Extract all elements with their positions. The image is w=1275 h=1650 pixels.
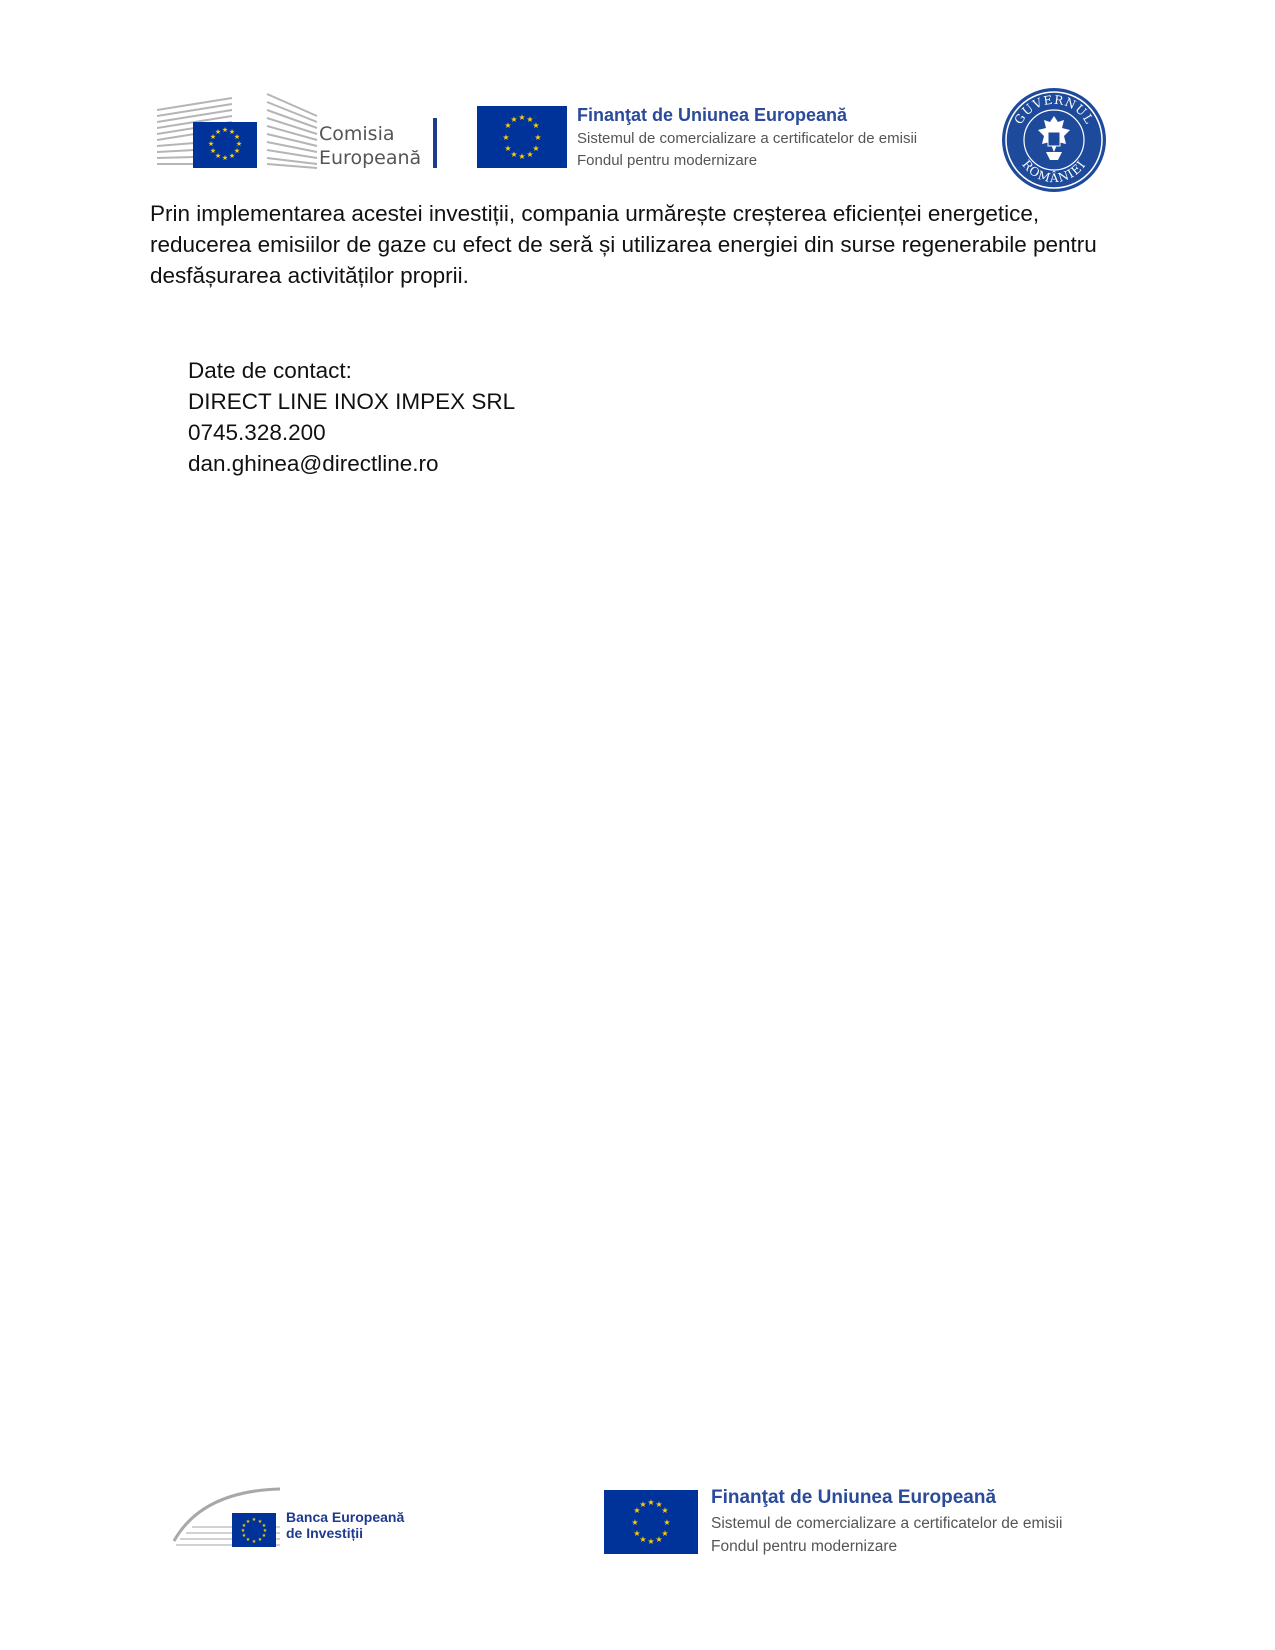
romania-coat-of-arms-icon bbox=[1000, 86, 1108, 194]
eib-logo-line2: de Investiții bbox=[286, 1525, 364, 1541]
ec-logo-line1: Comisia bbox=[319, 123, 395, 145]
svg-text:★: ★ bbox=[251, 1539, 257, 1545]
svg-text:★: ★ bbox=[510, 115, 518, 124]
svg-text:★: ★ bbox=[257, 1519, 263, 1525]
svg-text:★: ★ bbox=[207, 140, 215, 148]
svg-text:★: ★ bbox=[233, 133, 241, 141]
svg-text:★: ★ bbox=[518, 152, 526, 161]
svg-text:★: ★ bbox=[240, 1528, 246, 1534]
svg-text:★: ★ bbox=[261, 1523, 267, 1529]
svg-text:★: ★ bbox=[639, 1500, 647, 1509]
svg-text:★: ★ bbox=[504, 121, 512, 130]
svg-text:★: ★ bbox=[235, 140, 243, 148]
eu-flag-icon bbox=[477, 106, 567, 168]
svg-text:★: ★ bbox=[631, 1518, 639, 1527]
svg-text:★: ★ bbox=[647, 1498, 655, 1507]
svg-text:★: ★ bbox=[510, 150, 518, 159]
contact-phone: 0745.328.200 bbox=[188, 420, 326, 445]
svg-text:★: ★ bbox=[504, 144, 512, 153]
footer-fund-line1: Sistemul de comercializare a certificatelor de emisii bbox=[711, 1515, 1063, 1532]
svg-text:★: ★ bbox=[532, 144, 540, 153]
svg-text:★: ★ bbox=[228, 152, 236, 160]
footer-fund-title: Finanţat de Uniunea Europeană bbox=[711, 1487, 997, 1508]
ec-building-icon bbox=[157, 88, 327, 172]
svg-text:GUVERNUL: GUVERNUL bbox=[1011, 92, 1097, 127]
ec-logo-line2: Europeană bbox=[319, 147, 422, 169]
svg-text:★: ★ bbox=[214, 152, 222, 160]
svg-text:★: ★ bbox=[245, 1519, 251, 1525]
svg-text:★: ★ bbox=[534, 133, 542, 142]
svg-text:★: ★ bbox=[251, 1517, 257, 1523]
contact-email: dan.ghinea@directline.ro bbox=[188, 451, 439, 476]
eib-logo-line1: Banca Europeană bbox=[286, 1509, 405, 1525]
svg-text:★: ★ bbox=[241, 1523, 247, 1529]
svg-text:★: ★ bbox=[262, 1528, 268, 1534]
svg-text:★: ★ bbox=[209, 147, 217, 155]
svg-text:ROMÂNIEI: ROMÂNIEI bbox=[1019, 157, 1089, 186]
svg-text:★: ★ bbox=[233, 147, 241, 155]
european-commission-logo bbox=[157, 88, 441, 172]
header-fund-logo bbox=[577, 104, 977, 172]
svg-text:★: ★ bbox=[633, 1529, 641, 1538]
header-fund-line1: Sistemul de comercializare a certificatelor de emisii bbox=[577, 130, 918, 147]
header-fund-line2: Fondul pentru modernizare bbox=[577, 152, 758, 169]
footer-eu-flag-icon bbox=[604, 1490, 698, 1554]
svg-text:★: ★ bbox=[526, 150, 534, 159]
svg-text:★: ★ bbox=[221, 154, 229, 162]
svg-text:★: ★ bbox=[647, 1537, 655, 1546]
svg-text:★: ★ bbox=[209, 133, 217, 141]
svg-text:★: ★ bbox=[245, 1537, 251, 1543]
footer-fund-line2: Fondul pentru modernizare bbox=[711, 1538, 898, 1555]
ec-logo-divider bbox=[433, 118, 437, 168]
svg-text:★: ★ bbox=[221, 126, 229, 134]
svg-text:★: ★ bbox=[655, 1500, 663, 1509]
contact-label: Date de contact: bbox=[188, 358, 352, 383]
contact-block bbox=[188, 355, 788, 479]
romanian-government-seal bbox=[1000, 86, 1108, 194]
svg-text:★: ★ bbox=[633, 1506, 641, 1515]
svg-text:★: ★ bbox=[655, 1535, 663, 1544]
svg-text:★: ★ bbox=[214, 128, 222, 136]
svg-text:★: ★ bbox=[502, 133, 510, 142]
svg-text:★: ★ bbox=[526, 115, 534, 124]
svg-text:★: ★ bbox=[261, 1533, 267, 1539]
svg-text:★: ★ bbox=[661, 1529, 669, 1538]
svg-text:★: ★ bbox=[228, 128, 236, 136]
contact-company: DIRECT LINE INOX IMPEX SRL bbox=[188, 389, 516, 414]
svg-text:★: ★ bbox=[518, 113, 526, 122]
investment-paragraph: Prin implementarea acestei investiții, compania urmărește creșterea eficienței energetice, reducerea emisiilor de gaze cu efect de seră și utilizarea energiei din surse regenerabile pentru desfășurarea activităților proprii. bbox=[150, 201, 1097, 288]
svg-text:★: ★ bbox=[663, 1518, 671, 1527]
svg-text:★: ★ bbox=[257, 1537, 263, 1543]
svg-text:★: ★ bbox=[241, 1533, 247, 1539]
svg-text:★: ★ bbox=[532, 121, 540, 130]
footer-fund-logo bbox=[711, 1486, 1131, 1558]
svg-text:★: ★ bbox=[639, 1535, 647, 1544]
eib-building-icon bbox=[172, 1483, 282, 1549]
header-fund-title: Finanţat de Uniunea Europeană bbox=[577, 105, 848, 125]
svg-text:★: ★ bbox=[661, 1506, 669, 1515]
eib-logo bbox=[172, 1483, 432, 1549]
